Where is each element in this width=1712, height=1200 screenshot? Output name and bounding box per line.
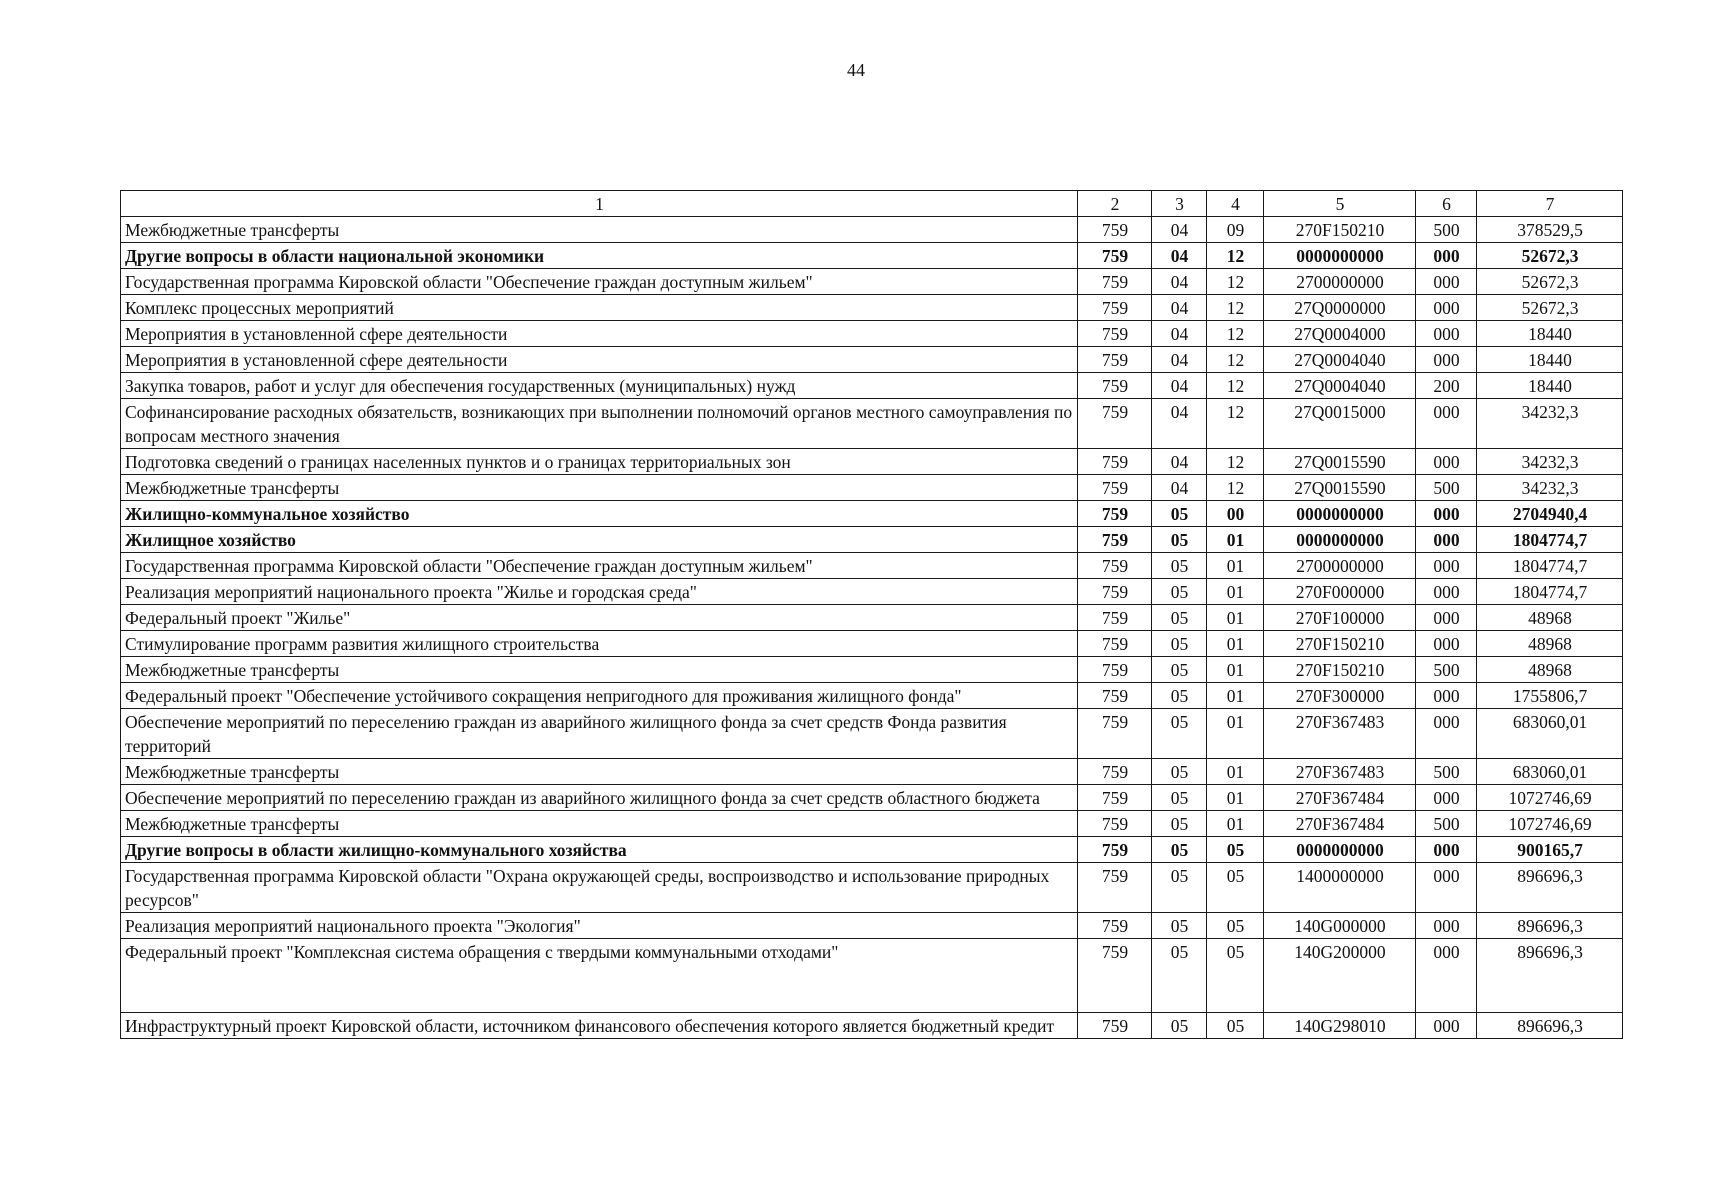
row-code-cell: 759 — [1078, 759, 1152, 785]
row-name-cell: Межбюджетные трансферты — [121, 811, 1078, 837]
row-subsection-cell: 12 — [1207, 347, 1264, 373]
row-section-cell: 05 — [1152, 657, 1207, 683]
row-expense-type-cell: 500 — [1416, 759, 1477, 785]
row-subsection-cell: 12 — [1207, 243, 1264, 269]
row-code-cell: 759 — [1078, 243, 1152, 269]
row-amount-cell: 18440 — [1477, 321, 1623, 347]
header-cell-6: 6 — [1416, 191, 1477, 217]
table-row — [121, 321, 1623, 347]
row-code-cell: 759 — [1078, 217, 1152, 243]
row-amount-cell: 683060,01 — [1477, 709, 1623, 759]
row-target-article-cell: 140G000000 — [1264, 913, 1416, 939]
row-section-cell: 05 — [1152, 939, 1207, 1013]
row-section-cell: 05 — [1152, 501, 1207, 527]
row-subsection-cell: 01 — [1207, 605, 1264, 631]
row-expense-type-cell: 000 — [1416, 939, 1477, 1013]
row-subsection-cell: 12 — [1207, 399, 1264, 449]
row-amount-cell: 378529,5 — [1477, 217, 1623, 243]
row-target-article-cell: 0000000000 — [1264, 527, 1416, 553]
table-row — [121, 605, 1623, 631]
row-amount-cell: 52672,3 — [1477, 295, 1623, 321]
row-subsection-cell: 01 — [1207, 709, 1264, 759]
row-target-article-cell: 270F300000 — [1264, 683, 1416, 709]
row-section-cell: 05 — [1152, 683, 1207, 709]
row-target-article-cell: 27Q0004000 — [1264, 321, 1416, 347]
row-code-cell: 759 — [1078, 373, 1152, 399]
row-code-cell: 759 — [1078, 863, 1152, 913]
row-amount-cell: 52672,3 — [1477, 243, 1623, 269]
row-section-cell: 05 — [1152, 579, 1207, 605]
row-amount-cell: 48968 — [1477, 657, 1623, 683]
budget-table — [120, 190, 1623, 1039]
row-subsection-cell: 05 — [1207, 837, 1264, 863]
row-target-article-cell: 270F000000 — [1264, 579, 1416, 605]
row-expense-type-cell: 000 — [1416, 553, 1477, 579]
row-expense-type-cell: 000 — [1416, 1013, 1477, 1039]
row-section-cell: 04 — [1152, 449, 1207, 475]
row-amount-cell: 52672,3 — [1477, 269, 1623, 295]
row-name-cell: Стимулирование программ развития жилищного строительства — [121, 631, 1078, 657]
row-expense-type-cell: 000 — [1416, 863, 1477, 913]
row-code-cell: 759 — [1078, 475, 1152, 501]
row-amount-cell: 896696,3 — [1477, 1013, 1623, 1039]
row-expense-type-cell: 000 — [1416, 449, 1477, 475]
row-section-cell: 05 — [1152, 1013, 1207, 1039]
row-code-cell: 759 — [1078, 837, 1152, 863]
row-expense-type-cell: 000 — [1416, 295, 1477, 321]
row-amount-cell: 48968 — [1477, 631, 1623, 657]
row-section-cell: 04 — [1152, 295, 1207, 321]
row-expense-type-cell: 000 — [1416, 709, 1477, 759]
row-section-cell: 05 — [1152, 913, 1207, 939]
table-row — [121, 449, 1623, 475]
table-row — [121, 939, 1623, 1013]
row-code-cell: 759 — [1078, 579, 1152, 605]
row-name-cell: Федеральный проект "Комплексная система обращения с твердыми коммунальными отходами" — [121, 939, 1078, 1013]
row-target-article-cell: 2700000000 — [1264, 269, 1416, 295]
table-row — [121, 709, 1623, 759]
header-row — [121, 191, 1623, 217]
row-name-cell: Обеспечение мероприятий по переселению граждан из аварийного жилищного фонда за счет средств областного бюджета — [121, 785, 1078, 811]
row-code-cell: 759 — [1078, 347, 1152, 373]
row-name-cell: Межбюджетные трансферты — [121, 759, 1078, 785]
row-name-cell: Закупка товаров, работ и услуг для обеспечения государственных (муниципальных) нужд — [121, 373, 1078, 399]
row-section-cell: 05 — [1152, 837, 1207, 863]
row-subsection-cell: 01 — [1207, 683, 1264, 709]
row-subsection-cell: 01 — [1207, 811, 1264, 837]
row-name-cell: Обеспечение мероприятий по переселению граждан из аварийного жилищного фонда за счет средств Фонда развития территорий — [121, 709, 1078, 759]
row-target-article-cell: 27Q0015000 — [1264, 399, 1416, 449]
row-expense-type-cell: 500 — [1416, 475, 1477, 501]
row-section-cell: 05 — [1152, 553, 1207, 579]
row-subsection-cell: 01 — [1207, 785, 1264, 811]
row-target-article-cell: 270F150210 — [1264, 657, 1416, 683]
header-cell-5: 5 — [1264, 191, 1416, 217]
table-row — [121, 657, 1623, 683]
table-row — [121, 553, 1623, 579]
row-subsection-cell: 05 — [1207, 939, 1264, 1013]
row-target-article-cell: 270F367484 — [1264, 811, 1416, 837]
table-row — [121, 295, 1623, 321]
row-subsection-cell: 09 — [1207, 217, 1264, 243]
table-row — [121, 269, 1623, 295]
table-row — [121, 399, 1623, 449]
row-code-cell: 759 — [1078, 683, 1152, 709]
page-number: 44 — [847, 60, 865, 80]
row-code-cell: 759 — [1078, 709, 1152, 759]
row-expense-type-cell: 500 — [1416, 217, 1477, 243]
row-code-cell: 759 — [1078, 553, 1152, 579]
row-code-cell: 759 — [1078, 939, 1152, 1013]
row-amount-cell: 683060,01 — [1477, 759, 1623, 785]
row-name-cell: Другие вопросы в области жилищно-коммунального хозяйства — [121, 837, 1078, 863]
row-subsection-cell: 12 — [1207, 295, 1264, 321]
row-section-cell: 04 — [1152, 269, 1207, 295]
row-subsection-cell: 05 — [1207, 913, 1264, 939]
header-cell-4: 4 — [1207, 191, 1264, 217]
row-section-cell: 04 — [1152, 321, 1207, 347]
row-subsection-cell: 01 — [1207, 657, 1264, 683]
row-code-cell: 759 — [1078, 657, 1152, 683]
row-amount-cell: 1804774,7 — [1477, 527, 1623, 553]
row-subsection-cell: 12 — [1207, 475, 1264, 501]
row-expense-type-cell: 200 — [1416, 373, 1477, 399]
row-target-article-cell: 270F100000 — [1264, 605, 1416, 631]
table-row — [121, 501, 1623, 527]
row-code-cell: 759 — [1078, 631, 1152, 657]
row-expense-type-cell: 000 — [1416, 579, 1477, 605]
table-row — [121, 683, 1623, 709]
row-target-article-cell: 2700000000 — [1264, 553, 1416, 579]
row-code-cell: 759 — [1078, 399, 1152, 449]
row-code-cell: 759 — [1078, 1013, 1152, 1039]
row-section-cell: 05 — [1152, 811, 1207, 837]
row-expense-type-cell: 000 — [1416, 683, 1477, 709]
row-subsection-cell: 12 — [1207, 373, 1264, 399]
row-name-cell: Межбюджетные трансферты — [121, 217, 1078, 243]
table-row — [121, 347, 1623, 373]
row-name-cell: Другие вопросы в области национальной экономики — [121, 243, 1078, 269]
row-name-cell: Реализация мероприятий национального проекта "Экология" — [121, 913, 1078, 939]
table-row — [121, 373, 1623, 399]
row-amount-cell: 900165,7 — [1477, 837, 1623, 863]
row-name-cell: Государственная программа Кировской области "Обеспечение граждан доступным жильем" — [121, 553, 1078, 579]
row-name-cell: Межбюджетные трансферты — [121, 475, 1078, 501]
row-target-article-cell: 0000000000 — [1264, 501, 1416, 527]
row-expense-type-cell: 000 — [1416, 399, 1477, 449]
row-subsection-cell: 00 — [1207, 501, 1264, 527]
row-target-article-cell: 270F150210 — [1264, 217, 1416, 243]
row-code-cell: 759 — [1078, 527, 1152, 553]
header-cell-3: 3 — [1152, 191, 1207, 217]
row-section-cell: 04 — [1152, 217, 1207, 243]
row-subsection-cell: 12 — [1207, 269, 1264, 295]
row-section-cell: 05 — [1152, 631, 1207, 657]
row-expense-type-cell: 000 — [1416, 605, 1477, 631]
row-section-cell: 05 — [1152, 863, 1207, 913]
row-target-article-cell: 140G298010 — [1264, 1013, 1416, 1039]
table-row — [121, 785, 1623, 811]
table-row — [121, 475, 1623, 501]
row-name-cell: Жилищное хозяйство — [121, 527, 1078, 553]
row-target-article-cell: 27Q0015590 — [1264, 449, 1416, 475]
row-name-cell: Софинансирование расходных обязательств, возникающих при выполнении полномочий органов местного самоуправления по вопросам местного значения — [121, 399, 1078, 449]
row-name-cell: Подготовка сведений о границах населенных пунктов и о границах территориальных зон — [121, 449, 1078, 475]
row-expense-type-cell: 000 — [1416, 527, 1477, 553]
row-target-article-cell: 270F367483 — [1264, 759, 1416, 785]
table-row — [121, 837, 1623, 863]
row-section-cell: 04 — [1152, 243, 1207, 269]
row-amount-cell: 896696,3 — [1477, 863, 1623, 913]
row-section-cell: 04 — [1152, 399, 1207, 449]
row-amount-cell: 1072746,69 — [1477, 811, 1623, 837]
row-target-article-cell: 27Q0000000 — [1264, 295, 1416, 321]
row-code-cell: 759 — [1078, 811, 1152, 837]
row-name-cell: Межбюджетные трансферты — [121, 657, 1078, 683]
row-code-cell: 759 — [1078, 605, 1152, 631]
row-target-article-cell: 270F367483 — [1264, 709, 1416, 759]
row-section-cell: 05 — [1152, 759, 1207, 785]
table-row — [121, 759, 1623, 785]
row-name-cell: Жилищно-коммунальное хозяйство — [121, 501, 1078, 527]
row-name-cell: Инфраструктурный проект Кировской области, источником финансового обеспечения которого является бюджетный кредит — [121, 1013, 1078, 1039]
table-row — [121, 913, 1623, 939]
row-subsection-cell: 01 — [1207, 759, 1264, 785]
row-section-cell: 04 — [1152, 373, 1207, 399]
row-section-cell: 04 — [1152, 347, 1207, 373]
row-section-cell: 05 — [1152, 527, 1207, 553]
row-expense-type-cell: 000 — [1416, 913, 1477, 939]
row-expense-type-cell: 000 — [1416, 631, 1477, 657]
row-name-cell: Комплекс процессных мероприятий — [121, 295, 1078, 321]
table-row — [121, 863, 1623, 913]
table-row — [121, 1013, 1623, 1039]
row-name-cell: Реализация мероприятий национального проекта "Жилье и городская среда" — [121, 579, 1078, 605]
row-code-cell: 759 — [1078, 913, 1152, 939]
row-expense-type-cell: 000 — [1416, 501, 1477, 527]
table-row — [121, 243, 1623, 269]
row-amount-cell: 1072746,69 — [1477, 785, 1623, 811]
row-amount-cell: 18440 — [1477, 347, 1623, 373]
table-row — [121, 811, 1623, 837]
header-cell-2: 2 — [1078, 191, 1152, 217]
row-section-cell: 04 — [1152, 475, 1207, 501]
row-target-article-cell: 270F150210 — [1264, 631, 1416, 657]
row-target-article-cell: 270F367484 — [1264, 785, 1416, 811]
row-name-cell: Мероприятия в установленной сфере деятельности — [121, 347, 1078, 373]
row-amount-cell: 2704940,4 — [1477, 501, 1623, 527]
row-subsection-cell: 01 — [1207, 631, 1264, 657]
row-section-cell: 05 — [1152, 709, 1207, 759]
table-row — [121, 579, 1623, 605]
row-code-cell: 759 — [1078, 501, 1152, 527]
table-row — [121, 527, 1623, 553]
row-code-cell: 759 — [1078, 449, 1152, 475]
row-expense-type-cell: 000 — [1416, 347, 1477, 373]
row-amount-cell: 1804774,7 — [1477, 579, 1623, 605]
row-target-article-cell: 0000000000 — [1264, 243, 1416, 269]
row-expense-type-cell: 500 — [1416, 811, 1477, 837]
row-target-article-cell: 27Q0015590 — [1264, 475, 1416, 501]
row-amount-cell: 1804774,7 — [1477, 553, 1623, 579]
header-cell-1: 1 — [121, 191, 1078, 217]
row-subsection-cell: 01 — [1207, 527, 1264, 553]
row-target-article-cell: 27Q0004040 — [1264, 347, 1416, 373]
row-target-article-cell: 27Q0004040 — [1264, 373, 1416, 399]
row-expense-type-cell: 500 — [1416, 657, 1477, 683]
row-section-cell: 05 — [1152, 785, 1207, 811]
row-subsection-cell: 05 — [1207, 863, 1264, 913]
row-target-article-cell: 0000000000 — [1264, 837, 1416, 863]
row-expense-type-cell: 000 — [1416, 321, 1477, 347]
header-cell-7: 7 — [1477, 191, 1623, 217]
row-expense-type-cell: 000 — [1416, 243, 1477, 269]
table-row — [121, 217, 1623, 243]
row-target-article-cell: 140G200000 — [1264, 939, 1416, 1013]
row-amount-cell: 18440 — [1477, 373, 1623, 399]
row-subsection-cell: 12 — [1207, 321, 1264, 347]
row-code-cell: 759 — [1078, 785, 1152, 811]
row-name-cell: Мероприятия в установленной сфере деятельности — [121, 321, 1078, 347]
row-name-cell: Федеральный проект "Жилье" — [121, 605, 1078, 631]
row-target-article-cell: 1400000000 — [1264, 863, 1416, 913]
row-subsection-cell: 05 — [1207, 1013, 1264, 1039]
row-expense-type-cell: 000 — [1416, 837, 1477, 863]
row-section-cell: 05 — [1152, 605, 1207, 631]
row-subsection-cell: 12 — [1207, 449, 1264, 475]
row-amount-cell: 1755806,7 — [1477, 683, 1623, 709]
row-amount-cell: 48968 — [1477, 605, 1623, 631]
row-expense-type-cell: 000 — [1416, 785, 1477, 811]
row-code-cell: 759 — [1078, 295, 1152, 321]
row-subsection-cell: 01 — [1207, 579, 1264, 605]
row-code-cell: 759 — [1078, 321, 1152, 347]
row-code-cell: 759 — [1078, 269, 1152, 295]
row-name-cell: Федеральный проект "Обеспечение устойчивого сокращения непригодного для проживания жилищного фонда" — [121, 683, 1078, 709]
budget-table-wrapper — [120, 190, 1622, 1039]
table-row — [121, 631, 1623, 657]
row-amount-cell: 896696,3 — [1477, 913, 1623, 939]
row-name-cell: Государственная программа Кировской области "Охрана окружающей среды, воспроизводство и использование природных ресурсов" — [121, 863, 1078, 913]
row-amount-cell: 34232,3 — [1477, 475, 1623, 501]
row-subsection-cell: 01 — [1207, 553, 1264, 579]
row-amount-cell: 34232,3 — [1477, 399, 1623, 449]
row-name-cell: Государственная программа Кировской области "Обеспечение граждан доступным жильем" — [121, 269, 1078, 295]
row-expense-type-cell: 000 — [1416, 269, 1477, 295]
row-amount-cell: 896696,3 — [1477, 939, 1623, 1013]
row-amount-cell: 34232,3 — [1477, 449, 1623, 475]
